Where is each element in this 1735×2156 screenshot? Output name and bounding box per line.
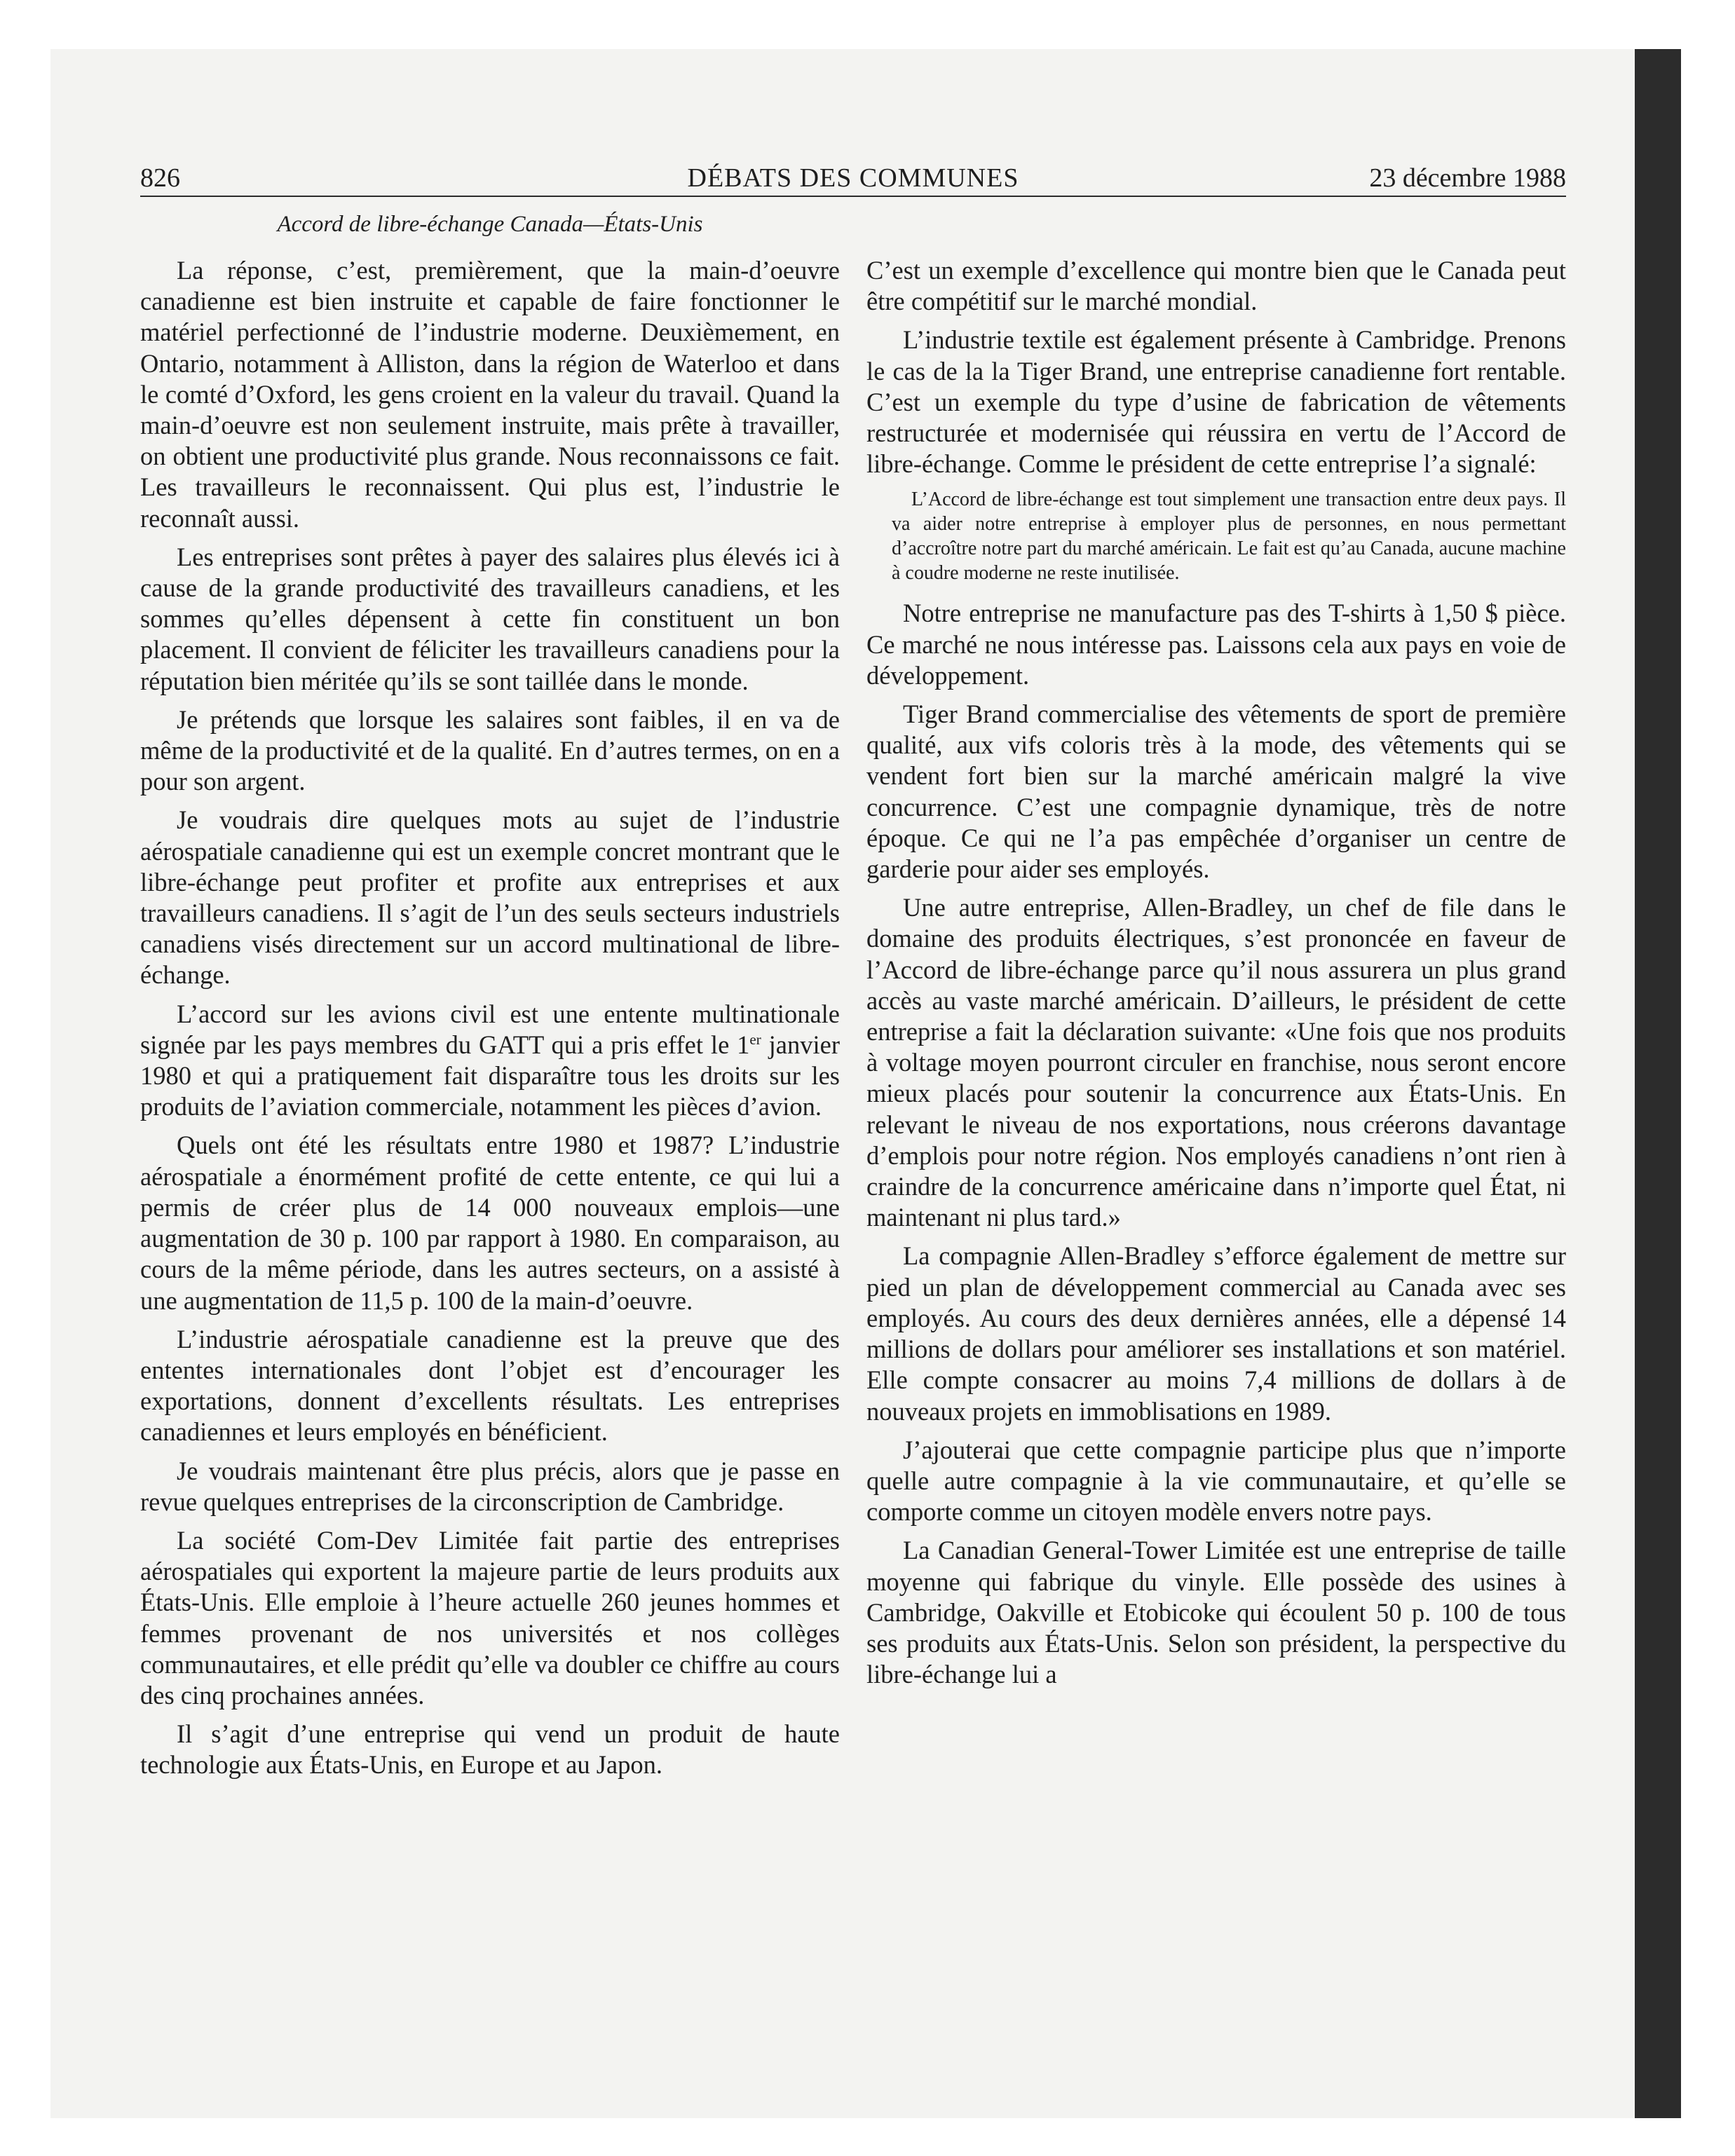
quotation: L’Accord de libre-échange est tout simplement une transaction entre deux pays. Il va aider notre entreprise à employer plus de personnes, en nous permettant d’accroître notre part du marché américain. Le fait est qu’au Canada, aucune machine à coudre moderne ne reste inutilisée. [892,489,1566,585]
paragraph: L’industrie aérospatiale canadienne est la preuve que des ententes internationales dont l’objet est d’encourager les exportations, donnent d’excellents résultats. Les entreprises canadiennes et leurs employés en bénéficient. [140,1324,840,1447]
left-column [140,255,840,1789]
page-date: 23 décembre 1988 [1369,163,1566,193]
paragraph: Je voudrais maintenant être plus précis, alors que je passe en revue quelques entreprises de la circonscription de Cambridge. [140,1456,840,1516]
paragraph-text: janvier 1980 et qui a pratiquement fait disparaître tous les droits sur les produits de l’aviation commerciale, notamment les pièces d’avion. [140,1030,840,1121]
paragraph: L’industrie textile est également présente à Cambridge. Prenons le cas de la la Tiger Brand, une entreprise canadienne fort rentable. C’est un exemple du type d’usine de fabrication de vêtements restructurée et modernisée qui réussira en vertu de l’Accord de libre-échange. Comme le président de cette entreprise l’a signalé: [866,325,1566,479]
paragraph [140,999,840,1123]
paragraph: La Canadian General-Tower Limitée est une entreprise de taille moyenne qui fabrique du vinyle. Elle possède des usines à Cambridge, Oakville et Etobicoke qui écoulent 50 p. 100 de tous ses produits aux États-Unis. Selon son président, la perspective du libre-échange lui a [866,1536,1566,1689]
paragraph: Quels ont été les résultats entre 1980 et 1987? L’industrie aérospatiale a énormément profité de cette entente, ce qui lui a permis de créer plus de 14 000 nouveaux emplois—une augmentation de 30 p. 100 par rapport à 1980. En comparaison, au cours de la même période, dans les autres secteurs, on a assisté à une augmentation de 11,5 p. 100 de la main-d’oeuvre. [140,1131,840,1315]
scan-edge-shadow [1635,49,1681,2118]
right-column [866,255,1566,1698]
paragraph: La compagnie Allen-Bradley s’efforce également de mettre sur pied un plan de développement commercial au Canada avec ses employés. Au cours des deux dernières années, elle a dépensé 14 millions de dollars pour améliorer ses installations et son matériel. Elle compte consacrer au moins 7,4 millions de dollars à de nouveaux projets en immoblisations en 1989. [866,1241,1566,1426]
paragraph: Une autre entreprise, Allen-Bradley, un chef de file dans le domaine des produits électriques, s’est prononcée en faveur de l’Accord de libre-échange parce qu’il nous assurera un plus grand accès au vaste marché américain. D’ailleurs, le président de cette entreprise a fait la déclaration suivante: «Une fois que nos produits à voltage moyen pourront circuler en franchise, nous seront encore mieux placés pour soutenir la concurrence aux États-Unis. En relevant le niveau de nos exportations, nous créerons davantage d’emplois pour notre région. Nos employés canadiens n’ont rien à craindre de la concurrence américaine dans n’importe quel État, ni maintenant ni plus tard.» [866,893,1566,1232]
paragraph: La réponse, c’est, premièrement, que la main-d’oeuvre canadienne est bien instruite et capable de faire fonctionner le matériel perfectionné de l’industrie moderne. Deuxièmement, en Ontario, notamment à Alliston, dans la région de Waterloo et dans le comté d’Oxford, les gens croient en la valeur du travail. Quand la main-d’oeuvre est non seulement instruite, mais prête à travailler, on obtient une productivité plus grande. Nous reconnaissons ce fait. Les travailleurs le reconnaissent. Qui plus est, l’industrie le reconnaît aussi. [140,256,840,533]
paragraph: Tiger Brand commercialise des vêtements de sport de première qualité, aux vifs coloris très à la mode, des vêtements qui se vendent fort bien sur la marché américain malgré la vive concurrence. C’est une compagnie dynamique, très de notre époque. Ce qui ne l’a pas empêchée d’organiser un centre de garderie pour aider ses employés. [866,700,1566,884]
paragraph: Notre entreprise ne manufacture pas des T-shirts à 1,50 $ pièce. Ce marché ne nous intéresse pas. Laissons cela aux pays en voie de développement. [866,599,1566,690]
paragraph: Je prétends que lorsque les salaires sont faibles, il en va de même de la productivité et de la qualité. En d’autres termes, on en a pour son argent. [140,704,840,796]
paragraph: Il s’agit d’une entreprise qui vend un produit de haute technologie aux États-Unis, en Europe et au Japon. [140,1719,840,1780]
page-header [140,163,1566,193]
paragraph: Je voudrais dire quelques mots au sujet de l’industrie aérospatiale canadienne qui est un exemple concret montrant que le libre-échange peut profiter et profite aux entreprises et aux travailleurs canadiens. Il s’agit de l’un des seuls secteurs industriels canadiens visés directement sur un accord multinational de libre-échange. [140,805,840,990]
publication-title: DÉBATS DES COMMUNES [687,163,1019,193]
paragraph-continued: C’est un exemple d’excellence qui montre bien que le Canada peut être compétitif sur le marché mondial. [866,256,1566,316]
header-rule [140,196,1566,197]
paragraph: La société Com-Dev Limitée fait partie des entreprises aérospatiales qui exportent la majeure partie de leurs produits aux États-Unis. Elle emploie à l’heure actuelle 260 jeunes hommes et femmes provenant de nos universités et nos collèges communautaires, et elle prédit qu’elle va doubler ce chiffre au cours des cinq prochaines années. [140,1525,840,1710]
section-subheading: Accord de libre-échange Canada—États-Unis [277,212,703,237]
paragraph: J’ajouterai que cette compagnie participe plus que n’importe quelle autre compagnie à la vie communautaire, et qu’elle se comporte comme un citoyen modèle envers notre pays. [866,1435,1566,1527]
page-number: 826 [140,163,180,193]
paragraph-text: L’accord sur les avions civil est une entente multinationale signée par les pays membres du GATT qui a pris effet le 1 [140,999,840,1059]
ordinal-superscript: er [749,1030,761,1048]
paragraph: Les entreprises sont prêtes à payer des salaires plus élevés ici à cause de la grande productivité des travailleurs canadiens, et les sommes qu’elles dépensent à cette fin constituent un bon placement. Il convient de féliciter les travailleurs canadiens pour la réputation bien méritée qu’ils se sont taillée dans le monde. [140,542,840,695]
